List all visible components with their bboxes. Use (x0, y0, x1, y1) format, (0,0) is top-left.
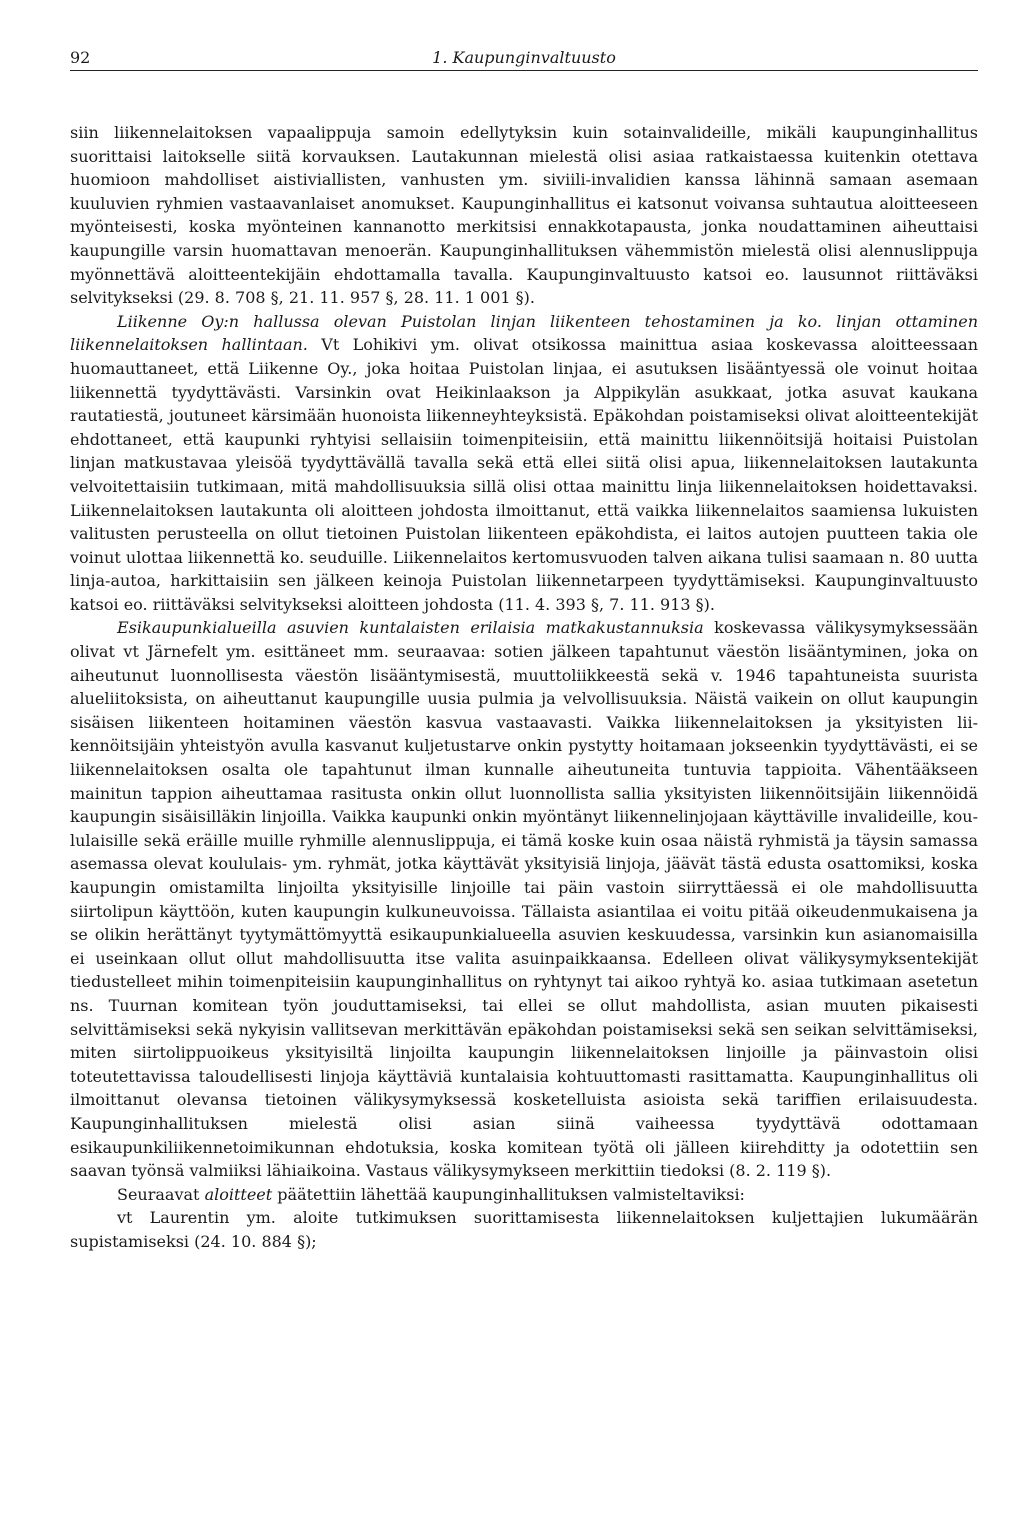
paragraph-heading: Liikenne Oy:n hallussa olevan Puistolan linjan liikenteen tehostaminen ja ko. linjan ottaminen liikennelaitoksen hallintaan. (70, 311, 978, 355)
document-page (70, 44, 978, 1254)
paragraph-text: päätettiin lähettää kaupunginhallituksen valmisteltaviksi: (272, 1184, 745, 1204)
paragraph-emphasis: aloitteet (204, 1184, 273, 1204)
page-header (70, 44, 978, 71)
paragraph-text: siin liikennelaitoksen vapaalippuja samoin edellytyksin kuin sotainvalideille, mikäli kaupunginhallitus suorittaisi laitokselle siitä korvauksen. Lautakunnan mielestä olisi asiaa ratkaistaessa kuitenkin otettava huomioon mahdolliset aistiviallisten, vanhusten ym. siviili-invalidien kanssa lähinnä samaan asemaan kuuluvien ryhmien vastaavanlaiset anomukset. Kaupunginhallitus ei katsonut voivansa suhtautua aloitteeseen myönteisesti, koska myönteinen kannanotto merkitsisi ennakkotapausta, jonka noudattaminen aiheuttaisi kaupungille varsin huomattavan menoerän. Kaupunginhallituksen vähemmistön mielestä olisi alennuslippuja myönnettävä aloitteentekijäin ehdottamalla tavalla. Kaupunginvaltuusto katsoi eo. lausunnot riittäväksi selvitykseksi (29. 8. 708 §, 21. 11. 957 §, 28. 11. 1 001 §). (70, 123, 978, 308)
paragraph-heading: Esikaupunkialueilla asuvien kuntalaisten erilaisia matkakustannuksia (117, 618, 704, 638)
paragraph-3 (70, 616, 978, 1182)
running-title: 1. Kaupunginvaltuusto (432, 48, 616, 67)
paragraph-text: Seuraavat (117, 1184, 205, 1204)
paragraph-4 (70, 1183, 978, 1207)
paragraph-1 (70, 121, 978, 310)
paragraph-text: Vt Lohikivi ym. olivat otsikossa mainittua asiaa koskevassa aloitteessaan huomauttaneet, että Liikenne Oy., joka hoitaa Puistolan linjaa, ei asutuksen lisääntyessä ole voinut hoitaa liikennettä tyydyttävästi. Varsinkin ovat Heikinlaakson ja Alppikylän asukkaat, jotka asuvat kaukana rautatiestä, joutuneet kärsimään huonoista liikenneyhteyksistä. Epäkohdan poistamiseksi olivat aloitteentekijät ehdottaneet, että kaupunki ryhtyisi sellaisiin toimenpiteisiin, että mainittu liikennöitsijä hoitaisi Puistolan linjan matkustavaa yleisöä tyydyttävällä tavalla sekä että ellei siitä olisi apua, liikennelaitoksen lautakunta velvoitettaisiin tutkimaan, mitä mahdollisuuksia sillä olisi ottaa mainittu linja liikennelaitoksen hoidettavaksi. Liikennelaitoksen lautakunta oli aloitteen johdosta ilmoittanut, että vaikka liikennelaitos saamiensa lukuisten valitusten perusteella on ollut tietoinen Puistolan liikenteen epäkohdista, ei laitos autojen puutteen takia ole voinut ulottaa liikennettä ko. seuduille. Liikennelaitos kertomusvuoden talven aikana tulisi saamaan n. 80 uutta linja-autoa, harkittaisiin sen jälkeen keinoja Puistolan liikennetarpeen tyydyttämiseksi. Kaupunginvaltuusto katsoi eo. riittäväksi selvitykseksi aloitteen johdosta (11. 4. 393 §, 7. 11. 913 §). (70, 335, 979, 614)
paragraph-text: koskevassa välikysymyksessään olivat vt Järnefelt ym. esittäneet mm. seuraavaa: sotien jälkeen tapahtunut väestön lisääntyminen, joka on aiheutunut luonnollisesta väestön lisääntymisestä, muuttoliikkeestä sekä v. 1946 tapahtuneista suurista alueliitoksista, on aiheuttanut kaupungille uusia pulmia ja velvollisuuksia. Näistä vaikein on ollut kaupungin sisäisen liikenteen hoitaminen väestön kasvua vastaavasti. Vaikka liikennelaitoksen ja yksityisten liikennöitsijäin yhteistyön avulla kasvanut kuljetustarve onkin pystytty hoitamaan jokseenkin tyydyttävästi, ei se liikennelaitoksen osalta ole tapahtunut ilman kunnalle aiheutuneita tuntuvia tappioita. Vähentääkseen mainitun tappion aiheuttamaa rasitusta onkin ollut luonnollista sallia yksityisten liikennöitsijäin liikennöidä kaupungin sisäisilläkin linjoilla. Vaikka kaupunki onkin myöntänyt liikennelinjojaan käyttäville invalideille, koululaisille sekä eräille muille ryhmille alennuslippuja, ei tämä koske kuin osaa näistä ryhmistä ja täysin samassa asemassa olevat koululais- ym. ryhmät, jotka käyttävät yksityisiä linjoja, jäävät tästä edusta osattomiksi, koska kaupungin omistamilta linjoilta yksityisille linjoille tai päin vastoin siirryttäessä ei ole mahdollisuutta siirtolipun käyttöön, kuten kaupungin kulkuneuvoissa. Tällaista asiantilaa ei voitu pitää oikeudenmukaisena ja se olikin herättänyt tyytymättömyyttä esikaupunkialueella asuvien keskuudessa, varsinkin kun asianomaisilla ei useinkaan ollut ollut mahdollisuutta itse valita asuinpaikkaansa. Edelleen olivat välikysymyksentekijät tiedustelleet mihin toimenpiteisiin kaupunginhallitus on ryhtynyt tai aikoo ryhtyä ko. asiaa tutkimaan asetetun ns. Tuurnan komitean työn jouduttamiseksi, tai ellei se ollut mahdollista, asian muuten pikaisesti selvittämiseksi sekä nykyisin vallitsevan merkittävän epäkohdan poistamiseksi sekä sen seikan selvittämiseksi, miten siirtolippuoikeus yksityisiltä linjoilta kaupungin liikennelaitoksen linjoille ja päinvastoin olisi toteutettavissa taloudellisesti linjoja käyttäviä kuntalaisia kohtuuttomasti rasittamatta. Kaupunginhallitus oli ilmoittanut olevansa tietoinen välikysymyksessä kosketelluista asioista sekä tariffien erilaisuudesta. Kaupunginhallituksen mielestä olisi asian siinä vaiheessa tyydyttävä odottamaan esikaupunkiliikennetoimikunnan ehdotuksia, koska komitean työtä oli jälleen kiirehditty ja odotettiin sen saavan työnsä valmiiksi lähiaikoina. Vastaus välikysymykseen merkittiin tiedoksi (8. 2. 119 §). (70, 618, 978, 1181)
paragraph-5 (70, 1206, 978, 1253)
paragraph-2 (70, 310, 978, 617)
body-text (70, 121, 978, 1254)
paragraph-text: vt Laurentin ym. aloite tutkimuksen suorittamisesta liikennelaitoksen kuljettajien lukumäärän supistamiseksi (24. 10. 884 §); (70, 1208, 978, 1251)
page-number: 92 (70, 48, 91, 67)
